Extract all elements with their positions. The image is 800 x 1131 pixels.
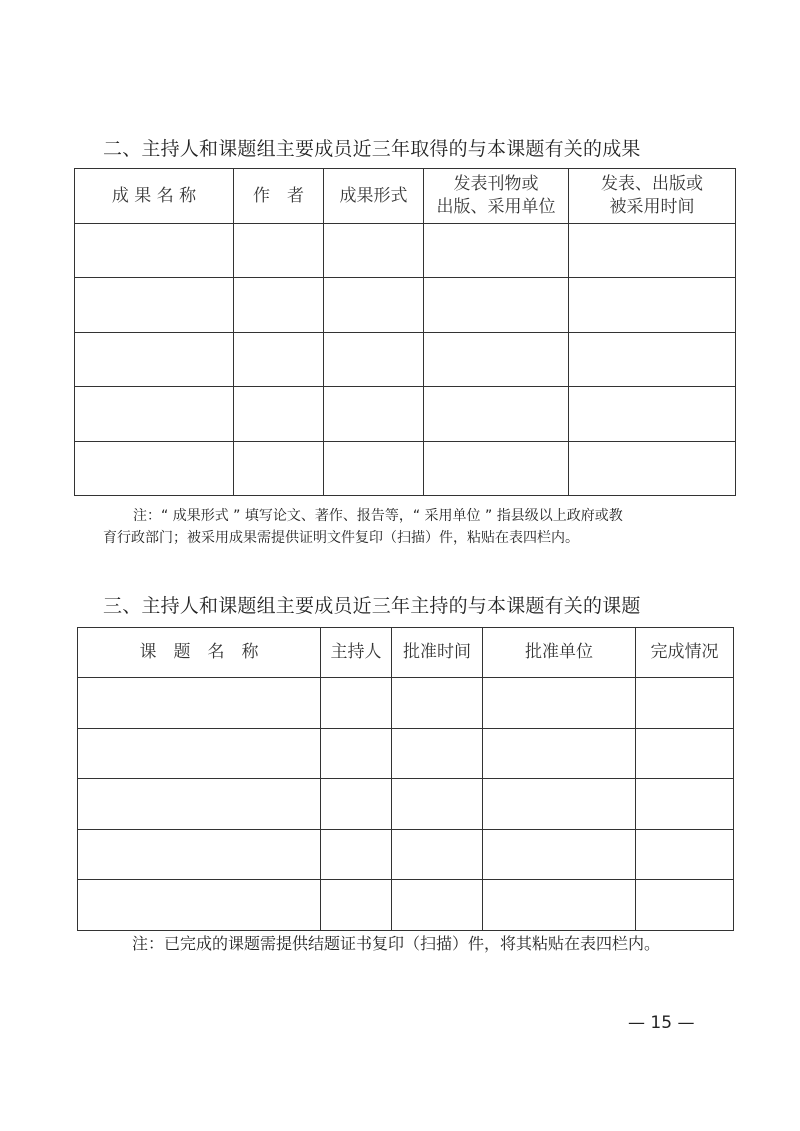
section-3-note: 注：已完成的课题需提供结题证书复印（扫描）件，将其粘贴在表四栏内。 [132, 934, 661, 953]
table-row [75, 442, 736, 496]
table-cell[interactable] [636, 729, 734, 779]
table-cell[interactable] [483, 729, 636, 779]
table-cell[interactable] [424, 333, 569, 387]
table-cell[interactable] [324, 442, 424, 496]
table-cell[interactable] [78, 830, 321, 880]
table-cell[interactable] [392, 678, 483, 729]
table-header-row [75, 169, 736, 224]
table-cell[interactable] [483, 779, 636, 830]
table-cell[interactable] [78, 678, 321, 729]
header-author: 作 者 [234, 169, 324, 224]
table-cell[interactable] [569, 278, 736, 333]
table-cell[interactable] [78, 880, 321, 931]
table-cell[interactable] [483, 880, 636, 931]
table-cell[interactable] [321, 880, 392, 931]
header-achievement-form: 成果形式 [324, 169, 424, 224]
table-row [78, 779, 734, 830]
table-cell[interactable] [392, 779, 483, 830]
table-cell[interactable] [324, 224, 424, 278]
table-cell[interactable] [424, 224, 569, 278]
section-3-title: 三、主持人和课题组主要成员近三年主持的与本课题有关的课题 [103, 595, 641, 617]
header-publication-time: 发表、出版或 被采用时间 [569, 169, 736, 224]
table-cell[interactable] [78, 779, 321, 830]
table-row [75, 278, 736, 333]
table-row [78, 729, 734, 779]
table-row [75, 387, 736, 442]
table-cell[interactable] [392, 830, 483, 880]
table-cell[interactable] [234, 387, 324, 442]
table-cell[interactable] [321, 779, 392, 830]
table-cell[interactable] [569, 224, 736, 278]
header-publication-unit: 发表刊物或 出版、采用单位 [424, 169, 569, 224]
header-project-name: 课 题 名 称 [78, 628, 321, 678]
table-cell[interactable] [483, 830, 636, 880]
table-cell[interactable] [234, 224, 324, 278]
table-cell[interactable] [75, 442, 234, 496]
table-row [75, 224, 736, 278]
table-cell[interactable] [75, 224, 234, 278]
table-cell[interactable] [321, 830, 392, 880]
table-cell[interactable] [78, 729, 321, 779]
page-number: — 15 — [628, 1013, 695, 1033]
table-cell[interactable] [75, 387, 234, 442]
table-cell[interactable] [424, 442, 569, 496]
table-cell[interactable] [324, 387, 424, 442]
table-row [75, 333, 736, 387]
section-2-note-line-1: 注：“ 成果形式 ” 填写论文、著作、报告等，“ 采用单位 ” 指县级以上政府或教 [133, 508, 623, 524]
table-cell[interactable] [75, 278, 234, 333]
table-cell[interactable] [424, 278, 569, 333]
table-cell[interactable] [636, 678, 734, 729]
table-cell[interactable] [321, 729, 392, 779]
table-cell[interactable] [483, 678, 636, 729]
table-header-row [78, 628, 734, 678]
table-cell[interactable] [569, 387, 736, 442]
table-cell[interactable] [392, 729, 483, 779]
table-row [78, 880, 734, 931]
projects-table [77, 627, 734, 931]
table-cell[interactable] [321, 678, 392, 729]
header-achievement-name: 成 果 名 称 [75, 169, 234, 224]
table-cell[interactable] [324, 333, 424, 387]
achievements-table [74, 168, 736, 496]
table-cell[interactable] [636, 779, 734, 830]
table-cell[interactable] [324, 278, 424, 333]
header-approval-time: 批准时间 [392, 628, 483, 678]
table-cell[interactable] [75, 333, 234, 387]
table-cell[interactable] [569, 333, 736, 387]
header-approval-unit: 批准单位 [483, 628, 636, 678]
table-row [78, 678, 734, 729]
header-completion-status: 完成情况 [636, 628, 734, 678]
table-cell[interactable] [569, 442, 736, 496]
table-cell[interactable] [392, 880, 483, 931]
table-cell[interactable] [636, 880, 734, 931]
table-cell[interactable] [234, 442, 324, 496]
section-2-note-line-2: 育行政部门；被采用成果需提供证明文件复印（扫描）件，粘贴在表四栏内。 [103, 530, 579, 546]
table-row [78, 830, 734, 880]
table-cell[interactable] [636, 830, 734, 880]
section-2-title: 二、主持人和课题组主要成员近三年取得的与本课题有关的成果 [103, 138, 641, 160]
table-cell[interactable] [234, 278, 324, 333]
header-host: 主持人 [321, 628, 392, 678]
table-cell[interactable] [234, 333, 324, 387]
table-cell[interactable] [424, 387, 569, 442]
